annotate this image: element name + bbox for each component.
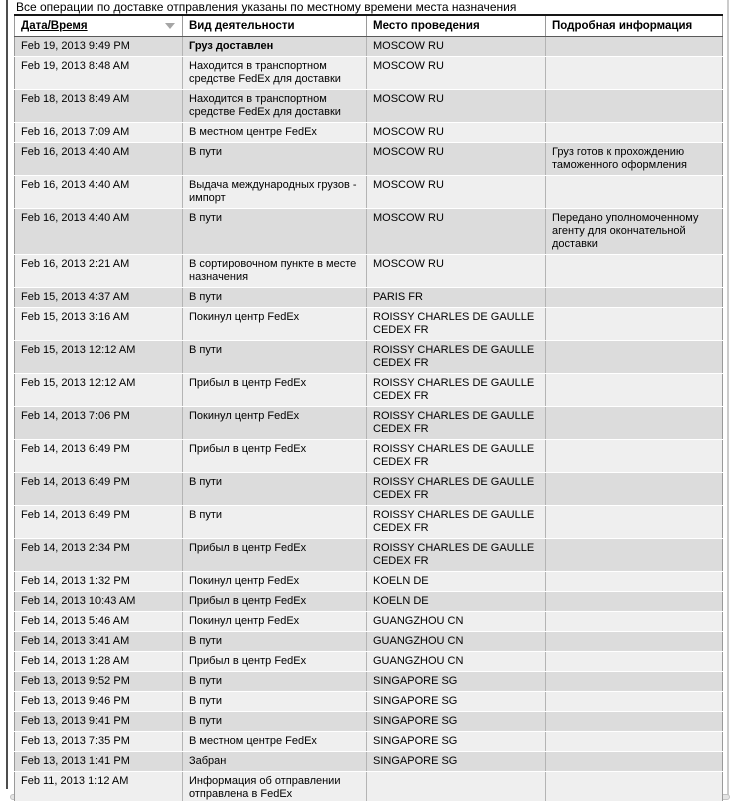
table-row [15,288,723,308]
table-row [15,752,723,772]
cell-activity: В пути [183,632,367,652]
cell-details [546,473,723,506]
cell-activity: Груз доставлен [183,37,367,57]
cell-details [546,57,723,90]
table-row [15,672,723,692]
cell-location: KOELN DE [367,592,546,612]
cell-activity: В пути [183,209,367,255]
tracking-history-table [14,14,723,801]
table-row [15,407,723,440]
cell-datetime: Feb 14, 2013 1:32 PM [15,572,183,592]
table-header-row [15,15,723,37]
table-row [15,473,723,506]
cell-location: KOELN DE [367,572,546,592]
table-row [15,592,723,612]
cell-activity: Прибыл в центр FedEx [183,592,367,612]
cell-location: ROISSY CHARLES DE GAULLE CEDEX FR [367,440,546,473]
table-row [15,255,723,288]
cell-datetime: Feb 15, 2013 4:37 AM [15,288,183,308]
cell-details [546,90,723,123]
cell-datetime: Feb 18, 2013 8:49 AM [15,90,183,123]
cell-datetime: Feb 13, 2013 7:35 PM [15,732,183,752]
table-row [15,572,723,592]
table-row [15,632,723,652]
cell-details [546,374,723,407]
cell-datetime: Feb 14, 2013 10:43 AM [15,592,183,612]
cell-details [546,539,723,572]
cell-details [546,440,723,473]
cell-details [546,572,723,592]
cell-location: SINGAPORE SG [367,752,546,772]
table-row [15,539,723,572]
cell-location: SINGAPORE SG [367,692,546,712]
column-header-activity: Вид деятельности [183,15,367,37]
cell-location: MOSCOW RU [367,123,546,143]
cell-location [367,772,546,801]
cell-location: ROISSY CHARLES DE GAULLE CEDEX FR [367,506,546,539]
cell-details [546,732,723,752]
cell-location: GUANGZHOU CN [367,652,546,672]
cell-location: ROISSY CHARLES DE GAULLE CEDEX FR [367,308,546,341]
cell-details [546,288,723,308]
table-row [15,37,723,57]
cell-location: ROISSY CHARLES DE GAULLE CEDEX FR [367,407,546,440]
cell-datetime: Feb 19, 2013 8:48 AM [15,57,183,90]
cell-location: ROISSY CHARLES DE GAULLE CEDEX FR [367,473,546,506]
cell-details [546,632,723,652]
cell-details [546,672,723,692]
cell-details [546,407,723,440]
cell-location: MOSCOW RU [367,143,546,176]
cell-activity: Прибыл в центр FedEx [183,539,367,572]
cell-location: SINGAPORE SG [367,712,546,732]
cell-datetime: Feb 16, 2013 4:40 AM [15,143,183,176]
table-row [15,123,723,143]
cell-location: MOSCOW RU [367,37,546,57]
cell-activity: В пути [183,341,367,374]
cell-datetime: Feb 14, 2013 6:49 PM [15,506,183,539]
cell-activity: В пути [183,143,367,176]
table-row [15,341,723,374]
cell-location: SINGAPORE SG [367,672,546,692]
cell-activity: Покинул центр FedEx [183,612,367,632]
cell-details [546,308,723,341]
cell-activity: В пути [183,692,367,712]
cell-datetime: Feb 14, 2013 5:46 AM [15,612,183,632]
table-row [15,143,723,176]
cell-location: MOSCOW RU [367,209,546,255]
cell-activity: Находится в транспортном средстве FedEx для доставки [183,57,367,90]
cell-datetime: Feb 16, 2013 2:21 AM [15,255,183,288]
cell-activity: В пути [183,712,367,732]
cell-datetime: Feb 13, 2013 9:52 PM [15,672,183,692]
cell-location: ROISSY CHARLES DE GAULLE CEDEX FR [367,539,546,572]
table-body [15,37,723,801]
table-row [15,308,723,341]
cell-activity: Находится в транспортном средстве FedEx для доставки [183,90,367,123]
cell-datetime: Feb 14, 2013 6:49 PM [15,440,183,473]
cell-activity: Выдача международных грузов - импорт [183,176,367,209]
cell-activity: Покинул центр FedEx [183,572,367,592]
cell-datetime: Feb 14, 2013 1:28 AM [15,652,183,672]
cell-datetime: Feb 11, 2013 1:12 AM [15,772,183,801]
cell-datetime: Feb 13, 2013 9:46 PM [15,692,183,712]
cell-activity: В пути [183,506,367,539]
table-row [15,506,723,539]
column-header-location: Место проведения [367,15,546,37]
cell-activity: Покинул центр FedEx [183,407,367,440]
cell-location: MOSCOW RU [367,176,546,209]
cell-location: GUANGZHOU CN [367,632,546,652]
cell-datetime: Feb 16, 2013 4:40 AM [15,176,183,209]
table-row [15,374,723,407]
table-row [15,440,723,473]
cell-location: ROISSY CHARLES DE GAULLE CEDEX FR [367,341,546,374]
cell-details [546,612,723,632]
cell-activity: В пути [183,288,367,308]
table-row [15,90,723,123]
cell-activity: В местном центре FedEx [183,123,367,143]
cell-datetime: Feb 13, 2013 9:41 PM [15,712,183,732]
cell-datetime: Feb 15, 2013 12:12 AM [15,374,183,407]
cell-activity: В местном центре FedEx [183,732,367,752]
cell-details: Передано уполномоченному агенту для окончательной доставки [546,209,723,255]
cell-location: ROISSY CHARLES DE GAULLE CEDEX FR [367,374,546,407]
cell-datetime: Feb 15, 2013 3:16 AM [15,308,183,341]
cell-activity: В пути [183,473,367,506]
cell-location: MOSCOW RU [367,255,546,288]
column-header-details: Подробная информация [546,15,723,37]
table-caption: Все операции по доставке отправления указаны по местному времени места назначения [16,0,517,14]
table-row [15,692,723,712]
cell-location: MOSCOW RU [367,57,546,90]
cell-location: MOSCOW RU [367,90,546,123]
cell-datetime: Feb 16, 2013 7:09 AM [15,123,183,143]
cell-location: SINGAPORE SG [367,732,546,752]
sort-by-date-link[interactable]: Дата/Время [21,20,88,32]
table-row [15,176,723,209]
cell-datetime: Feb 14, 2013 7:06 PM [15,407,183,440]
cell-activity: Прибыл в центр FedEx [183,374,367,407]
cell-activity: Информация об отправлении отправлена в FedEx [183,772,367,801]
table-row [15,612,723,632]
table-row [15,712,723,732]
table-row [15,209,723,255]
cell-activity: Забран [183,752,367,772]
cell-details [546,37,723,57]
table-row [15,732,723,752]
cell-datetime: Feb 14, 2013 6:49 PM [15,473,183,506]
cell-details [546,712,723,732]
window-frame-left [6,0,8,789]
cell-datetime: Feb 16, 2013 4:40 AM [15,209,183,255]
window-frame-right [727,0,729,795]
cell-location: PARIS FR [367,288,546,308]
table-row [15,772,723,801]
cell-details [546,341,723,374]
cell-details [546,692,723,712]
cell-details [546,255,723,288]
cell-datetime: Feb 14, 2013 3:41 AM [15,632,183,652]
cell-details [546,123,723,143]
cell-activity: В пути [183,672,367,692]
cell-details: Груз готов к прохождению таможенного оформления [546,143,723,176]
cell-details [546,176,723,209]
cell-details [546,652,723,672]
cell-location: GUANGZHOU CN [367,612,546,632]
cell-datetime: Feb 14, 2013 2:34 PM [15,539,183,572]
cell-activity: Прибыл в центр FedEx [183,440,367,473]
table-row [15,57,723,90]
cell-details [546,772,723,801]
cell-datetime: Feb 15, 2013 12:12 AM [15,341,183,374]
column-header-datetime[interactable] [15,15,183,37]
cell-details [546,592,723,612]
sort-descending-icon[interactable] [165,23,175,29]
cell-datetime: Feb 19, 2013 9:49 PM [15,37,183,57]
table-row [15,652,723,672]
cell-activity: В сортировочном пункте в месте назначения [183,255,367,288]
cell-details [546,506,723,539]
cell-activity: Прибыл в центр FedEx [183,652,367,672]
cell-datetime: Feb 13, 2013 1:41 PM [15,752,183,772]
cell-details [546,752,723,772]
cell-activity: Покинул центр FedEx [183,308,367,341]
